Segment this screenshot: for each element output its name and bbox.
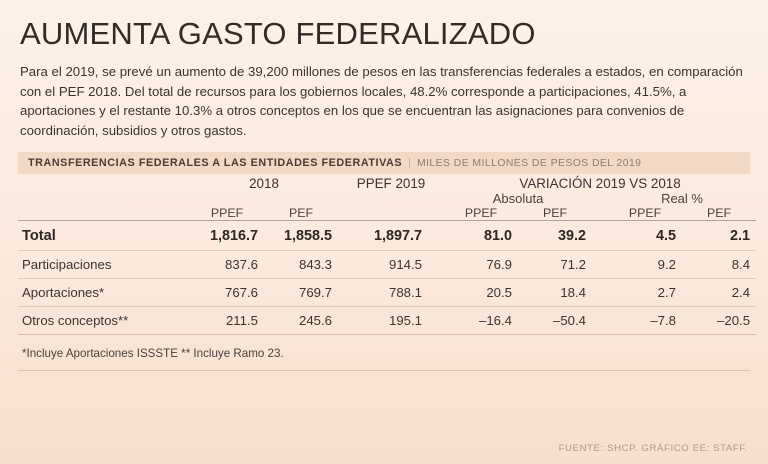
table-row — [18, 251, 756, 279]
column-header-ppef-2019 — [354, 206, 428, 220]
cell-gap — [338, 279, 354, 307]
cell-aportaciones-pef-2018: 769.7 — [264, 279, 338, 307]
cell-otros-ppef-2018: 211.5 — [190, 307, 264, 335]
transfers-table — [18, 176, 756, 335]
cell-gap — [428, 251, 444, 279]
cell-otros-pef-2018: 245.6 — [264, 307, 338, 335]
subgroup-absoluta: Absoluta — [492, 191, 544, 206]
group-header-ppef-2019: PPEF 2019 — [356, 176, 426, 191]
row-label-aportaciones: Aportaciones* — [18, 279, 190, 307]
cell-participaciones-pef-2018: 843.3 — [264, 251, 338, 279]
cell-participaciones-real-ppef: 9.2 — [608, 251, 682, 279]
footer-rule-row — [18, 334, 756, 335]
cell-participaciones-ppef-2018: 837.6 — [190, 251, 264, 279]
footer-rule — [18, 334, 756, 335]
cell-gap — [428, 221, 444, 251]
table-row — [18, 221, 756, 251]
cell-participaciones-abs-ppef: 76.9 — [444, 251, 518, 279]
cell-total-abs-pef: 39.2 — [558, 228, 587, 244]
subgroup-real: Real % — [661, 191, 703, 206]
cell-aportaciones-abs-ppef: 20.5 — [444, 279, 518, 307]
cell-gap — [338, 221, 354, 251]
source-credit: FUENTE: SHCP. GRÁFICO EE: STAFF. — [558, 443, 748, 454]
column-gap-3 — [592, 206, 608, 220]
cell-total-pef-2018: 1,858.5 — [284, 228, 333, 244]
cell-gap — [338, 307, 354, 335]
group-header-blank — [18, 176, 190, 191]
column-header-real-pef: PEF — [706, 206, 732, 220]
table-subgroup-header-row — [18, 191, 756, 206]
cell-total-ppef-2019: 1,897.7 — [374, 228, 423, 244]
row-label-participaciones: Participaciones — [18, 251, 190, 279]
cell-total-real-ppef: 4.5 — [656, 228, 677, 244]
column-gap-2 — [428, 206, 444, 220]
row-label-total: Total — [22, 228, 56, 244]
table-group-header-row — [18, 176, 756, 191]
column-header-abs-pef: PEF — [542, 206, 568, 220]
subgroup-gap-3 — [592, 191, 608, 206]
table-row — [18, 307, 756, 335]
table-title: TRANSFERENCIAS FEDERALES A LAS ENTIDADES FEDERATIVAS — [28, 157, 403, 169]
cell-otros-abs-pef: –50.4 — [518, 307, 592, 335]
cell-gap — [592, 221, 608, 251]
column-gap-1 — [338, 206, 354, 220]
cell-participaciones-ppef-2019: 914.5 — [354, 251, 428, 279]
cell-total-abs-ppef: 81.0 — [484, 228, 513, 244]
row-label-otros-conceptos: Otros conceptos** — [18, 307, 190, 335]
table-subtitle: MILES DE MILLONES DE PESOS DEL 2019 — [416, 157, 642, 169]
cell-otros-abs-ppef: –16.4 — [444, 307, 518, 335]
cell-gap — [428, 279, 444, 307]
deck-paragraph: Para el 2019, se prevé un aumento de 39,200 millones de pesos en las transferencias federales a estados, en comparación con el PEF 2018. Del total de recursos para los gobiernos locales, 48.2% corresponde a participaciones, 41.5%, a aportaciones y el restante 10.3% a otros conceptos en los que se encuentran las asignaciones para convenios de coordinación, subsidios y otros gastos. — [20, 64, 743, 138]
group-header-variacion: VARIACIÓN 2019 VS 2018 — [519, 176, 681, 191]
cell-participaciones-abs-pef: 71.2 — [518, 251, 592, 279]
subgroup-blank-ppef2019 — [354, 191, 428, 206]
page-title: AUMENTA GASTO FEDERALIZADO — [20, 16, 536, 51]
table-row — [18, 279, 756, 307]
group-gap-1 — [338, 176, 354, 191]
band-separator: | — [408, 157, 411, 169]
cell-gap — [592, 307, 608, 335]
column-header-ppef-2018: PPEF — [210, 206, 244, 220]
cell-total-ppef-2018: 1,816.7 — [209, 228, 258, 244]
subgroup-blank-2018 — [190, 191, 338, 206]
subgroup-gap-1 — [338, 191, 354, 206]
cell-otros-real-pef: –20.5 — [682, 307, 756, 335]
bottom-divider — [18, 370, 750, 371]
column-header-blank — [18, 206, 190, 220]
table-title-band — [18, 152, 750, 174]
group-header-2018: 2018 — [249, 176, 279, 191]
cell-otros-ppef-2019: 195.1 — [354, 307, 428, 335]
cell-gap — [428, 307, 444, 335]
column-header-abs-ppef: PPEF — [464, 206, 498, 220]
cell-aportaciones-ppef-2018: 767.6 — [190, 279, 264, 307]
cell-aportaciones-real-ppef: 2.7 — [608, 279, 682, 307]
subgroup-blank — [18, 191, 190, 206]
cell-gap — [338, 251, 354, 279]
cell-otros-real-ppef: –7.8 — [608, 307, 682, 335]
cell-aportaciones-ppef-2019: 788.1 — [354, 279, 428, 307]
cell-aportaciones-abs-pef: 18.4 — [518, 279, 592, 307]
cell-participaciones-real-pef: 8.4 — [682, 251, 756, 279]
table-column-header-row — [18, 206, 756, 220]
cell-aportaciones-real-pef: 2.4 — [682, 279, 756, 307]
subgroup-gap-2 — [428, 191, 444, 206]
footnote: *Incluye Aportaciones ISSSTE ** Incluye Ramo 23. — [22, 347, 284, 360]
column-header-pef-2018: PEF — [288, 206, 314, 220]
cell-gap — [592, 279, 608, 307]
column-header-real-ppef: PPEF — [628, 206, 662, 220]
cell-total-real-pef: 2.1 — [730, 228, 751, 244]
group-gap-2 — [428, 176, 444, 191]
cell-gap — [592, 251, 608, 279]
